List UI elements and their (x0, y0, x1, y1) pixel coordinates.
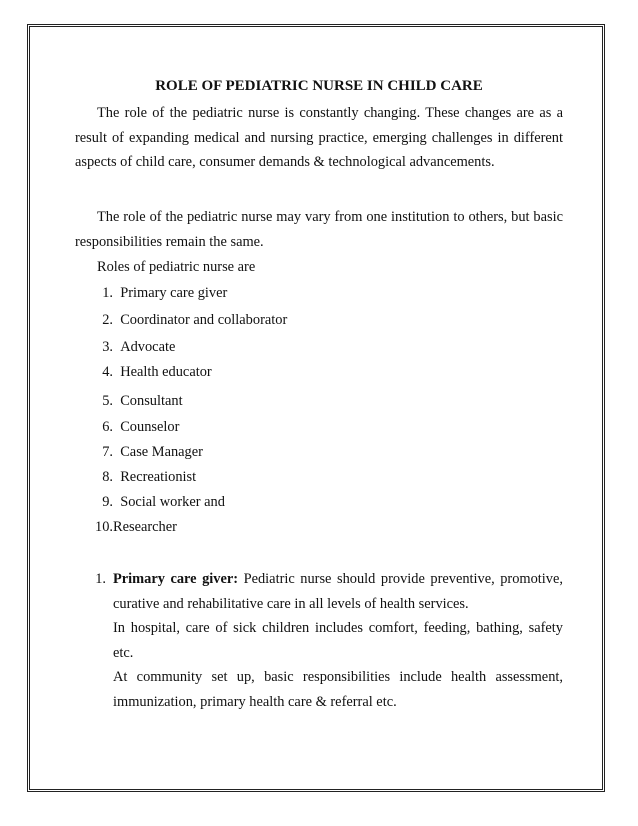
list-text: Recreationist (120, 469, 197, 485)
list-number: 1. (102, 285, 113, 301)
list-item (75, 493, 225, 511)
list-item (75, 468, 196, 486)
list-item (75, 443, 203, 461)
list-item (75, 363, 212, 381)
intro-paragraph-text: The role of the pediatric nurse is constantly changing. These changes are as a result of expanding medical and nursing practice, emerging challenges in different aspects of child care, consumer demands & technological advancements. (75, 105, 563, 170)
variation-paragraph-text: The role of the pediatric nurse may vary from one institution to others, but basic responsibilities remain the same. (75, 209, 563, 250)
community-care-text: At community set up, basic responsibilities include health assessment, immunization, primary health care & referral etc. (113, 669, 563, 710)
list-item (75, 311, 287, 329)
section-number: 1. (95, 571, 106, 587)
list-number: 4. (102, 364, 113, 380)
list-number: 2. (102, 312, 113, 328)
list-number: 7. (102, 444, 113, 460)
list-number: 10. (95, 519, 113, 535)
list-number: 5. (102, 393, 113, 409)
list-item (75, 418, 179, 436)
list-item (75, 392, 183, 410)
list-text: Researcher (113, 519, 177, 535)
section-definition-text: Pediatric nurse should provide preventive, promotive, curative and rehabilitative care in all levels of health services. (113, 571, 563, 612)
list-number: 3. (102, 339, 113, 355)
list-item (75, 284, 227, 302)
section-body (113, 567, 563, 714)
list-text: Coordinator and collaborator (120, 312, 288, 328)
list-text: Advocate (120, 339, 176, 355)
list-text: Primary care giver (120, 285, 228, 301)
variation-paragraph (75, 205, 563, 254)
list-number: 8. (102, 469, 113, 485)
list-item (75, 338, 175, 356)
list-number: 6. (102, 419, 113, 435)
document-title: ROLE OF PEDIATRIC NURSE IN CHILD CARE (155, 78, 483, 94)
list-text: Case Manager (120, 444, 203, 460)
list-text: Counselor (120, 419, 180, 435)
roles-intro: Roles of pediatric nurse are (97, 259, 256, 275)
list-item (75, 518, 177, 536)
intro-paragraph (75, 101, 563, 175)
list-text: Health educator (120, 364, 212, 380)
list-text: Social worker and (120, 494, 225, 510)
list-text: Consultant (120, 393, 183, 409)
hospital-care-text: In hospital, care of sick children includes comfort, feeding, bathing, safety etc. (113, 620, 563, 661)
section-definition (113, 567, 563, 616)
list-number: 9. (102, 494, 113, 510)
section-term: Primary care giver: (113, 571, 239, 587)
